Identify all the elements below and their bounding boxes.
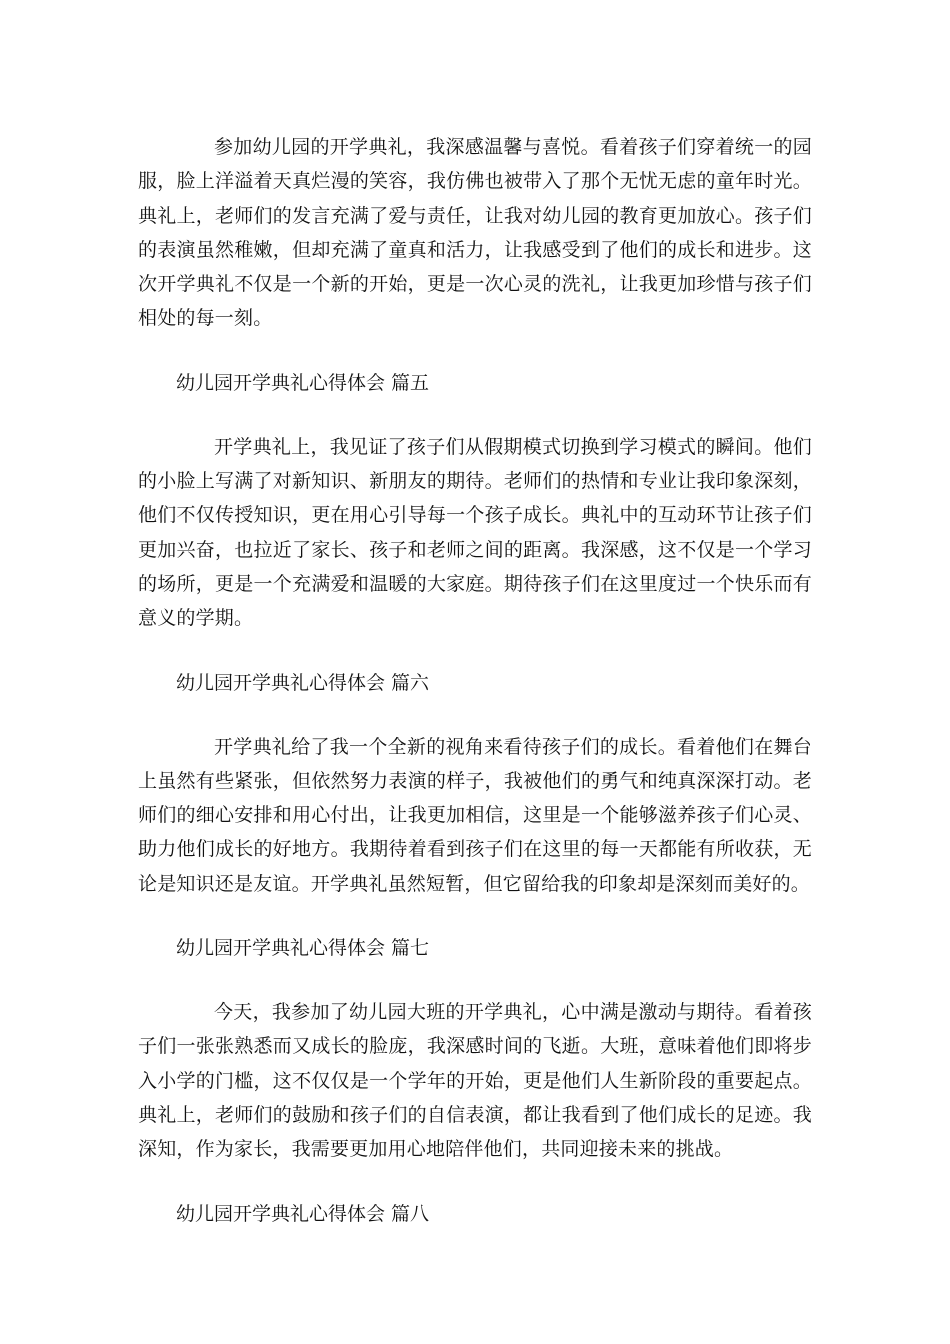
spacer <box>138 636 812 666</box>
heading-section-5: 幼儿园开学典礼心得体会 篇五 <box>176 371 430 394</box>
paragraph-section-4: 参加幼儿园的开学典礼，我深感温馨与喜悦。看着孩子们穿着统一的园服，脸上洋溢着天真烂漫的笑容，我仿佛也被带入了那个无忧无虑的童年时光。典礼上，老师们的发言充满了爱与责任，让我对幼儿园的教育更加放心。孩子们的表演虽然稚嫩，但却充满了童真和活力，让我感受到了他们的成长和进步。这次开学典礼不仅是一个新的开始，更是一次心灵的洗礼，让我更加珍惜与孩子们相处的每一刻。 <box>138 136 812 330</box>
document-body <box>138 130 812 1231</box>
heading-section-6: 幼儿园开学典礼心得体会 篇六 <box>176 671 430 694</box>
heading-section-7: 幼儿园开学典礼心得体会 篇七 <box>176 937 430 960</box>
paragraph-section-7: 今天，我参加了幼儿园大班的开学典礼，心中满是激动与期待。看着孩子们一张张熟悉而又成长的脸庞，我深感时间的飞逝。大班，意味着他们即将步入小学的门槛，这不仅仅是一个学年的开始，更是他们人生新阶段的重要起点。典礼上，老师们的鼓励和孩子们的自信表演，都让我看到了他们成长的足迹。我深知，作为家长，我需要更加用心地陪伴他们，共同迎接未来的挑战。 <box>138 1001 812 1161</box>
spacer <box>138 700 812 730</box>
spacer <box>138 965 812 995</box>
spacer <box>138 400 812 430</box>
paragraph-section-6: 开学典礼给了我一个全新的视角来看待孩子们的成长。看着他们在舞台上虽然有些紧张，但依然努力表演的样子，我被他们的勇气和纯真深深打动。老师们的细心安排和用心付出，让我更加相信，这里是一个能够滋养孩子们心灵、助力他们成长的好地方。我期待着看到孩子们在这里的每一天都能有所收获，无论是知识还是友谊。开学典礼虽然短暂，但它留给我的印象却是深刻而美好的。 <box>138 735 812 895</box>
spacer <box>138 336 812 366</box>
spacer <box>138 1167 812 1197</box>
spacer <box>138 901 812 931</box>
paragraph-section-5: 开学典礼上，我见证了孩子们从假期模式切换到学习模式的瞬间。他们的小脸上写满了对新知识、新朋友的期待。老师们的热情和专业让我印象深刻，他们不仅传授知识，更在用心引导每一个孩子成长。典礼中的互动环节让孩子们更加兴奋，也拉近了家长、孩子和老师之间的距离。我深感，这不仅是一个学习的场所，更是一个充满爱和温暖的大家庭。期待孩子们在这里度过一个快乐而有意义的学期。 <box>138 435 812 630</box>
heading-section-8: 幼儿园开学典礼心得体会 篇八 <box>176 1202 430 1225</box>
